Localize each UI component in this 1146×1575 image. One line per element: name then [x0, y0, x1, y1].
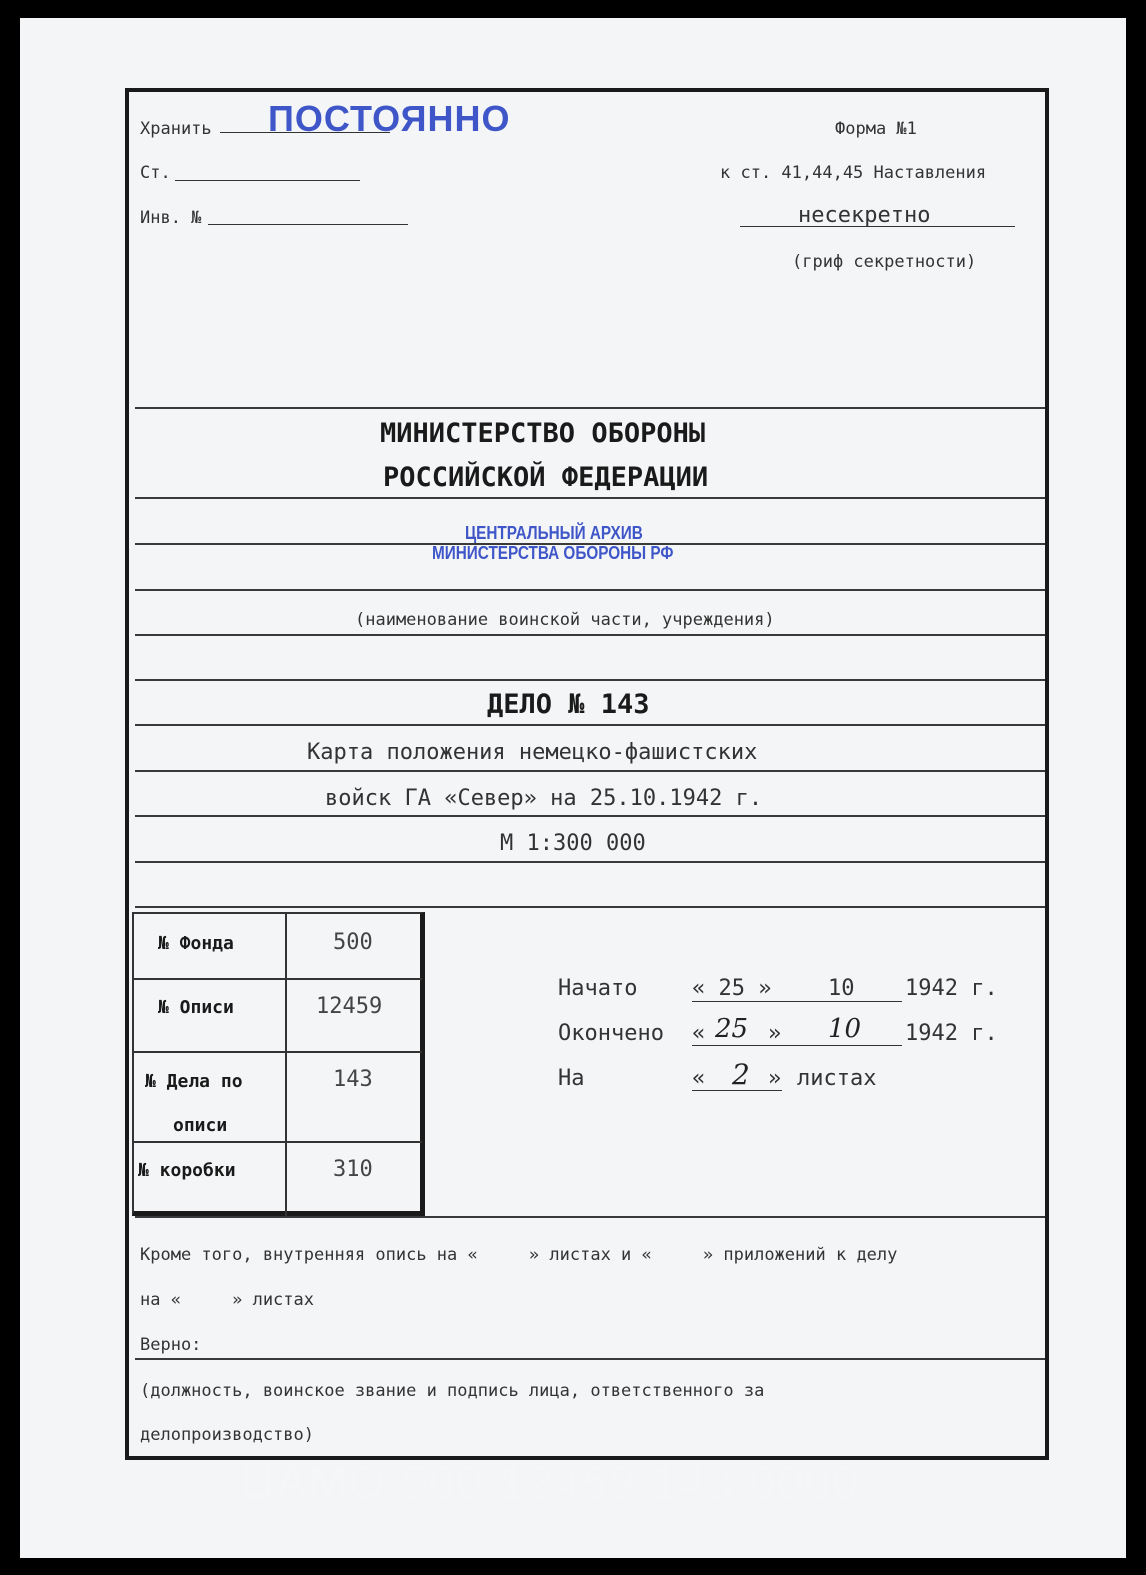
table-row-line [134, 1141, 422, 1143]
started-day: « 25 » [692, 976, 772, 1001]
started-month: 10 [828, 976, 855, 1001]
fond-value: 500 [333, 930, 373, 955]
rule-line [135, 407, 1045, 409]
rule-line [135, 634, 1045, 636]
fond-label: № Фонда [158, 933, 234, 954]
ministry-line1: МИНИСТЕРСТВО ОБОРОНЫ [380, 418, 706, 449]
secrecy-underline [740, 226, 1015, 227]
ended-day-handwritten: 25 [715, 1014, 749, 1044]
signature-caption-line2: делопроизводство) [140, 1425, 314, 1445]
sheets-close: » [768, 1066, 782, 1091]
rule-line [135, 906, 1045, 908]
rule-line [135, 724, 1045, 726]
inv-label: Инв. № [140, 208, 202, 228]
ministry-line2: РОССИЙСКОЙ ФЕДЕРАЦИИ [383, 462, 709, 493]
sheets-label: листах [797, 1066, 877, 1091]
sheets-on-label: На [558, 1066, 585, 1091]
started-underline [692, 1001, 902, 1002]
ended-underline [692, 1045, 902, 1046]
ended-day-open: « [692, 1021, 706, 1046]
table-row-line [134, 978, 422, 980]
ended-year: 1942 г. [905, 1021, 998, 1046]
delo-label-line2: описи [173, 1115, 228, 1136]
box-value: 310 [333, 1157, 373, 1182]
rule-line [135, 589, 1045, 591]
inventory-note-line2: на « » листах [140, 1290, 314, 1310]
rule-line [135, 679, 1045, 681]
rule-line [135, 1358, 1045, 1360]
opis-label: № Описи [158, 997, 234, 1018]
started-label: Начато [558, 976, 638, 1001]
archive-stamp-line2: МИНИСТЕРСТВА ОБОРОНЫ РФ [432, 543, 674, 563]
box-label: № коробки [138, 1160, 236, 1181]
table-divider [285, 912, 287, 1216]
case-title: ДЕЛО № 143 [487, 689, 650, 720]
ended-label: Окончено [558, 1021, 664, 1046]
sheets-underline [692, 1090, 782, 1091]
keep-label: Хранить [140, 119, 212, 139]
form-number: Форма №1 [835, 119, 917, 139]
inv-underline [208, 224, 408, 225]
rule-line [135, 770, 1045, 772]
st-label: Ст. [140, 163, 171, 183]
started-year: 1942 г. [905, 976, 998, 1001]
archive-watermark: ЦАМО 500 12459 143 0000 [240, 1456, 860, 1508]
rule-line [135, 861, 1045, 863]
sheets-open: « [692, 1066, 706, 1091]
inventory-note-line1: Кроме того, внутренняя опись на « » листах и « » приложений к делу [140, 1245, 898, 1265]
secrecy-caption: (гриф секретности) [792, 252, 977, 272]
ended-month-handwritten: 10 [828, 1014, 862, 1044]
case-description-line1: Карта положения немецко-фашистских [307, 740, 758, 765]
case-scale: М 1:300 000 [500, 831, 646, 856]
ended-day-close: » [768, 1021, 782, 1046]
archive-stamp-line1: ЦЕНТРАЛЬНЫЙ АРХИВ [465, 523, 643, 543]
keep-stamp: ПОСТОЯННО [268, 98, 511, 139]
rule-line [135, 497, 1045, 499]
delo-value: 143 [333, 1067, 373, 1092]
sheets-handwritten: 2 [732, 1058, 750, 1091]
delo-label-line1: № Дела по [145, 1071, 243, 1092]
rule-line [135, 815, 1045, 817]
case-description-line2: войск ГА «Север» на 25.10.1942 г. [325, 786, 763, 811]
opis-value: 12459 [316, 994, 383, 1019]
table-row-line [134, 1051, 422, 1053]
verified-label: Верно: [140, 1335, 202, 1355]
organization-caption: (наименование воинской части, учреждения) [355, 610, 775, 630]
signature-caption-line1: (должность, воинское звание и подпись лица, ответственного за [140, 1381, 765, 1401]
secrecy-value: несекретно [798, 203, 931, 228]
st-underline [175, 180, 360, 181]
rule-line [135, 1216, 1045, 1218]
article-reference: к ст. 41,44,45 Наставления [720, 163, 987, 183]
